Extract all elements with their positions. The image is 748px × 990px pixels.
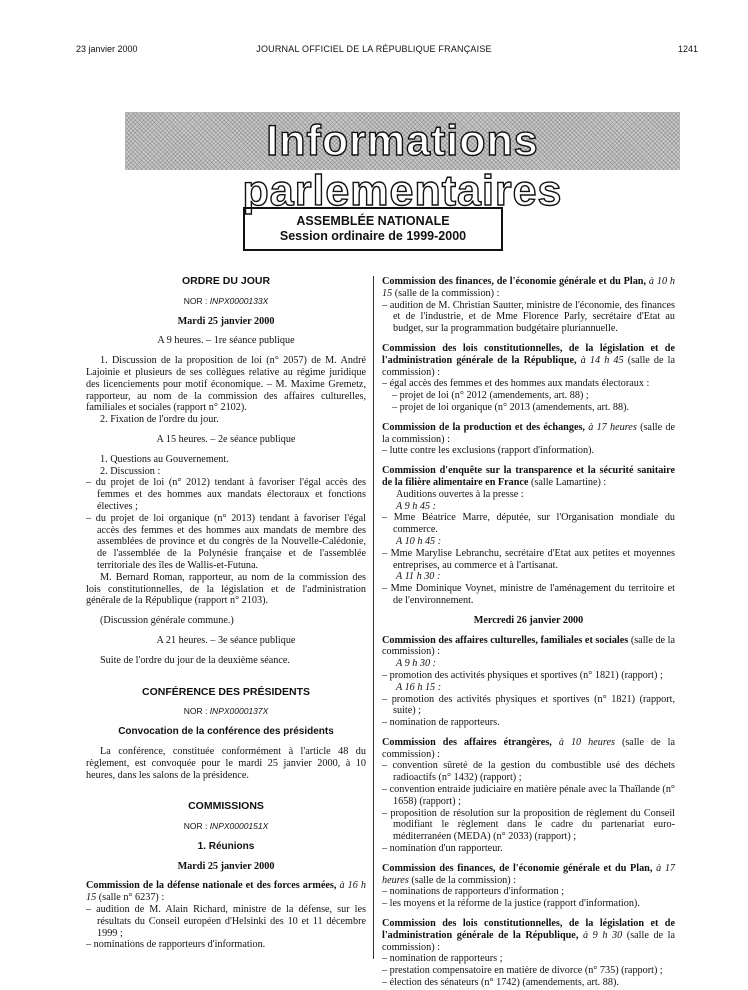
agenda-item: 2. Fixation de l'ordre du jour.	[100, 414, 219, 426]
seance-3: A 21 heures. – 3e séance publique	[156, 634, 296, 646]
commission-item: – convention sûreté de la gestion du combustible usé des déchets radioactifs (n° 1432) (rapport) ;	[382, 760, 675, 784]
commission-heading: Commission d'enquête sur la transparence et la sécurité sanitaire de la filière alimentaire en France (salle Lamartine) :	[382, 465, 675, 488]
commission-item: – nomination d'un rapporteur.	[382, 843, 503, 855]
day-heading: Mercredi 26 janvier 2000	[473, 614, 584, 626]
commission-item: – les moyens et la réforme de la justice (rapport d'information).	[382, 898, 640, 910]
agenda-item: 1. Questions au Gouvernement.	[100, 453, 229, 465]
commission-heading: Commission des lois constitutionnelles, de la législation et de l'administration générale de la République, à 9 h 30 (salle de la commission) :	[382, 918, 676, 953]
reunions-title: 1. Réunions	[197, 840, 255, 852]
agenda-subitem: – du projet de loi organique (n° 2013) tendant à favoriser l'égal accès des femmes et des hommes aux mandats de membre des assemblées de province et du congrès de la Nouvelle-Calédonie, de l'assemblée de la Polynésie française et de l'assemblée territoriale des îles de Wallis-et-Futuna.	[86, 512, 366, 571]
commission-heading: Commission de la défense nationale et des forces armées, à 16 h 15 (salle n° 6237) :	[86, 880, 367, 904]
commission-item: – élection des sénateurs (n° 1742) (amendements, art. 88).	[382, 977, 619, 989]
conference-nor: NOR : INPX0000137X	[183, 706, 269, 717]
agenda-subitem: – du projet de loi (n° 2012) tendant à favoriser l'égal accès des femmes et des hommes aux mandats électoraux et fonctions électives ;	[86, 477, 366, 512]
commission-item: – Mme Béatrice Marre, députée, sur l'Organisation mondiale du commerce.	[382, 512, 675, 536]
commissions-title: COMMISSIONS	[188, 800, 264, 813]
commission-item: – nomination de rapporteurs ;	[382, 953, 503, 965]
commission-item: – nomination de rapporteurs.	[382, 717, 500, 729]
seance-2: A 15 heures. – 2e séance publique	[156, 433, 296, 445]
convocation-text: La conférence, constituée conformément à l'article 48 du règlement, est convoquée pour le mardi 25 janvier 2000, à 10 heures, dans les salons de la présidence.	[86, 745, 366, 781]
time-slot: A 10 h 45 :	[396, 535, 442, 547]
day-heading: Mardi 25 janvier 2000	[177, 315, 275, 327]
seance-1: A 9 heures. – 1re séance publique	[157, 335, 295, 347]
commissions-nor: NOR : INPX0000151X	[183, 821, 269, 832]
assembly-name: ASSEMBLÉE NATIONALE	[296, 214, 450, 228]
time-slot: A 16 h 15 :	[396, 681, 442, 693]
journal-title: JOURNAL OFFICIEL DE LA RÉPUBLIQUE FRANÇAISE	[256, 44, 492, 54]
session-name: Session ordinaire de 1999-2000	[279, 229, 467, 243]
discussion-note: (Discussion générale commune.)	[100, 615, 234, 627]
assembly-box	[243, 207, 503, 251]
convocation-title: Convocation de la conférence des présidents	[118, 726, 334, 738]
page-header	[0, 44, 748, 58]
enquete-note: Auditions ouvertes à la presse :	[396, 488, 524, 500]
conference-title: CONFÉRENCE DES PRÉSIDENTS	[141, 685, 311, 698]
page-number: 1241	[677, 44, 698, 54]
commission-item: – proposition de résolution sur la proposition de règlement du Conseil modifiant le règlement dans le cadre du partenariat euro-méditerranéen (MEDA) (n° 2033) (rapport) ;	[382, 807, 675, 843]
day-heading: Mardi 25 janvier 2000	[177, 860, 275, 872]
commission-subitem: – projet de loi (n° 2012 (amendements, art. 88) ;	[392, 390, 589, 402]
commission-heading: Commission des affaires culturelles, familiales et sociales (salle de la commission) :	[382, 634, 676, 658]
commission-item: – prestation compensatoire en matière de divorce (n° 735) (rapport) ;	[382, 965, 663, 977]
commission-item: – nominations de rapporteurs d'information.	[86, 939, 266, 951]
time-slot: A 11 h 30 :	[396, 571, 441, 583]
commission-item: – promotion des activités physiques et sportives (n° 1821) (rapport, suite) ;	[382, 693, 675, 717]
right-column	[382, 276, 675, 989]
commission-item: – promotion des activités physiques et sportives (n° 1821) (rapport) ;	[382, 669, 663, 681]
commission-item: – audition de M. Alain Richard, ministre de la défense, sur les résultats du Conseil européen d'Helsinki des 10 et 11 décembre 1999 ;	[86, 904, 366, 939]
commission-heading: Commission de la production et des échanges, à 17 heures (salle de la commission) :	[382, 421, 675, 445]
column-divider	[373, 276, 374, 959]
commission-heading: Commission des finances, de l'économie générale et du Plan, à 10 h 15 (salle de la commission) :	[382, 276, 676, 299]
seance-3-text: Suite de l'ordre du jour de la deuxième séance.	[100, 654, 290, 666]
commission-item: – Mme Dominique Voynet, ministre de l'aménagement du territoire et de l'environnement.	[382, 583, 675, 606]
commission-item: – nominations de rapporteurs d'information ;	[382, 886, 565, 898]
commission-heading: Commission des finances, de l'économie générale et du Plan, à 17 heures (salle de la commission) :	[382, 862, 676, 886]
commission-heading: Commission des affaires étrangères, à 10 heures (salle de la commission) :	[382, 736, 676, 760]
rapporteur-text: M. Bernard Roman, rapporteur, au nom de la commission des lois constitutionnelles, de la législation et de l'administration générale de la République (rapport n° 2103).	[86, 571, 366, 607]
ordre-title: ORDRE DU JOUR	[181, 275, 271, 287]
time-slot: A 9 h 30 :	[396, 658, 436, 670]
left-column	[86, 276, 366, 951]
header-date: 23 janvier 2000	[76, 44, 138, 54]
commission-item: – égal accès des femmes et des hommes aux mandats électoraux :	[382, 378, 650, 390]
banner-title: Informations parlementaires	[242, 117, 563, 215]
commission-heading: Commission des lois constitutionnelles, de la législation et de l'administration générale de la République, à 14 h 45 (salle de la commission) :	[382, 342, 676, 378]
commission-item: – Mme Marylise Lebranchu, secrétaire d'Etat aux petites et moyennes entreprises, au commerce et à l'artisanat.	[382, 547, 675, 571]
commission-subitem: – projet de loi organique (n° 2013 (amendements, art. 88).	[392, 401, 630, 413]
commission-item: – audition de M. Christian Sautter, ministre de l'économie, des finances et de l'industrie, et de Mme Florence Parly, secrétaire d'Etat au budget, sur la programmation budgétaire pluriannuelle.	[382, 299, 675, 335]
time-slot: A 9 h 45 :	[396, 500, 436, 512]
agenda-item: 1. Discussion de la proposition de loi (n° 2057) de M. André Lajoinie et plusieurs de ses collègues relative au régime juridique des licenciements pour motif économique. – M. Maxime Gremetz, rapporteur, au nom de la commission des affaires culturelles, familiales et sociales (rapport n° 2102).	[86, 355, 366, 414]
agenda-item: 2. Discussion :	[100, 465, 161, 477]
commission-item: – convention entraide judiciaire en matière pénale avec la Thaïlande (n° 1658) (rapport) ;	[382, 784, 675, 807]
commission-item: – lutte contre les exclusions (rapport d'information).	[382, 445, 595, 457]
ordre-nor: NOR : INPX0000133X	[183, 295, 269, 306]
